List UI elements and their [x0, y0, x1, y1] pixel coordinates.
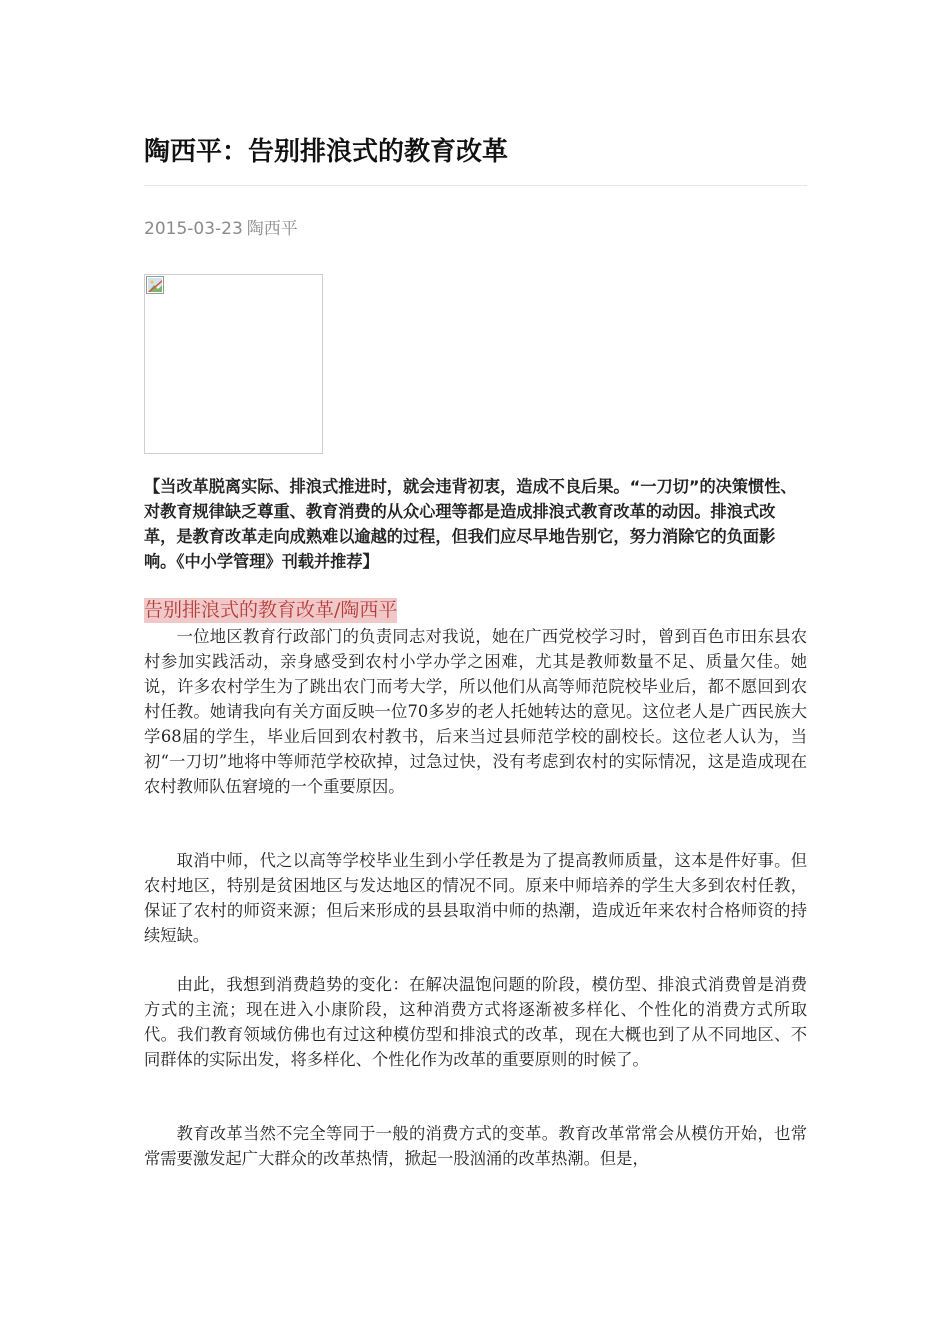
author-link[interactable]: 陶西平	[246, 219, 298, 239]
broken-image-icon	[146, 276, 164, 294]
section-heading: 告别排浪式的教育改革/陶西平	[144, 599, 398, 621]
article-title: 陶西平：告别排浪式的教育改革	[144, 137, 509, 167]
paragraph-1: 一位地区教育行政部门的负责同志对我说，她在广西党校学习时，曾到百色市田东县农村参加实践活动，亲身感受到农村小学办学之困难，尤其是教师数量不足、质量欠佳。她说，许多农村学生为了跳出农门而考大学，所以他们从高等师范院校毕业后，都不愿回到农村任教。她请我向有关方面反映一位70多岁的老人托她转达的意见。这位老人是广西民族大学68届的学生，毕业后回到农村教书，后来当过县师范学校的副校长。这位老人认为，当初“一刀切”地将中等师范学校砍掉，过急过快，没有考虑到农村的实际情况，这是造成现在农村教师队伍窘境的一个重要原因。	[144, 627, 807, 796]
article-image	[144, 274, 323, 454]
publish-date: 2015-03-23	[144, 219, 243, 239]
article-meta	[144, 216, 302, 242]
paragraph-2: 取消中师，代之以高等学校毕业生到小学任教是为了提高教师质量，这本是件好事。但农村地区，特别是贫困地区与发达地区的情况不同。原来中师培养的学生大多到农村任教，保证了农村的师资来源；但后来形成的县县取消中师的热潮，造成近年来农村合格师资的持续短缺。	[144, 851, 807, 945]
paragraph-3: 由此，我想到消费趋势的变化：在解决温饱问题的阶段，模仿型、排浪式消费曾是消费方式的主流；现在进入小康阶段，这种消费方式将逐渐被多样化、个性化的消费方式所取代。我们教育领域仿佛也有过这种模仿型和排浪式的改革，现在大概也到了从不同地区、不同群体的实际出发，将多样化、个性化作为改革的重要原则的时候了。	[144, 975, 807, 1069]
paragraph-4: 教育改革当然不完全等同于一般的消费方式的变革。教育改革常常会从模仿开始，也常常需要激发起广大群众的改革热情，掀起一股汹涌的改革热潮。但是，	[144, 1124, 807, 1168]
title-divider	[144, 185, 807, 186]
article-summary: 【当改革脱离实际、排浪式推进时，就会违背初衷，造成不良后果。“一刀切”的决策惯性、对教育规律缺乏尊重、教育消费的从众心理等都是造成排浪式教育改革的动因。排浪式改革，是教育改革走向成熟难以逾越的过程，但我们应尽早地告别它，努力消除它的负面影响。《中小学管理》刊载并推荐】	[144, 477, 797, 571]
